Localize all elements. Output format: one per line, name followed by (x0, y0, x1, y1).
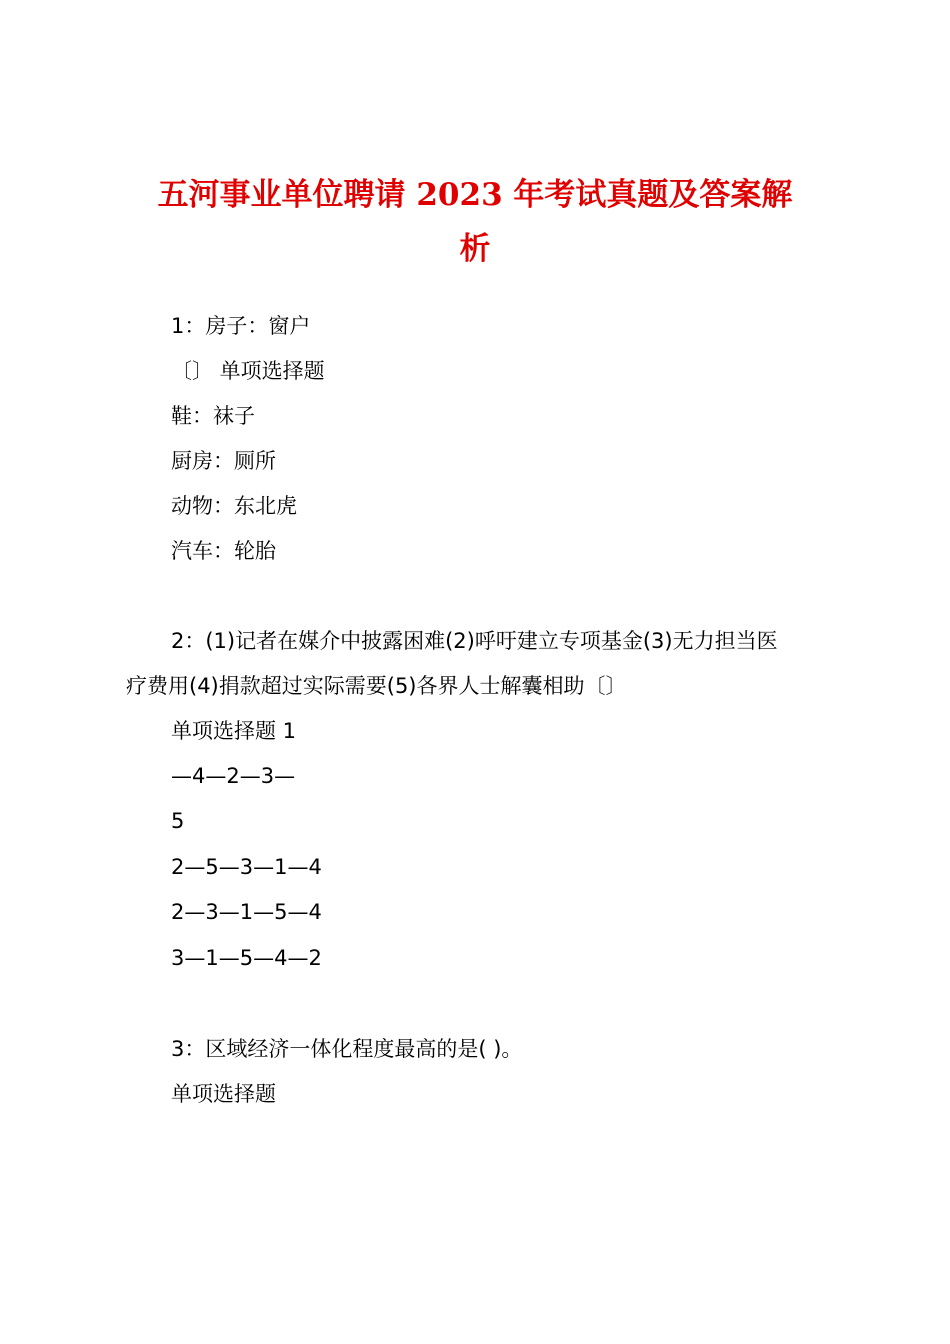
question-2-option-c: 2—3—1—5—4 (171, 900, 322, 924)
question-2-option-b: 2—5—3—1—4 (171, 855, 322, 879)
question-1-type: 〔〕 单项选择题 (171, 359, 325, 383)
question-2-type: 单项选择题 1 (171, 719, 297, 743)
question-1-stem: 1：房子：窗户 (171, 314, 311, 338)
question-1-option-b: 厨房：厕所 (171, 449, 276, 473)
document-title-line-2: 析 (459, 231, 491, 267)
question-1-option-c: 动物：东北虎 (171, 494, 297, 518)
question-1-option-a: 鞋：袜子 (171, 404, 255, 428)
question-1-option-d: 汽车：轮胎 (171, 539, 276, 563)
question-2-option-a-line-1: —4—2—3— (171, 764, 296, 788)
question-2-option-d: 3—1—5—4—2 (171, 946, 322, 970)
document-title-line-1: 五河事业单位聘请 2023 年考试真题及答案解 (157, 177, 793, 213)
question-2-option-a-line-2: 5 (171, 809, 185, 833)
question-2-stem-line-2: 疗费用(4)捐款超过实际需要(5)各界人士解囊相助〔〕 (126, 674, 627, 698)
question-2-stem-line-1: 2：(1)记者在媒介中披露困难(2)呼吁建立专项基金(3)无力担当医 (171, 629, 778, 653)
question-3-type: 单项选择题 (171, 1082, 276, 1106)
question-3-stem: 3：区域经济一体化程度最高的是( )。 (171, 1037, 523, 1061)
